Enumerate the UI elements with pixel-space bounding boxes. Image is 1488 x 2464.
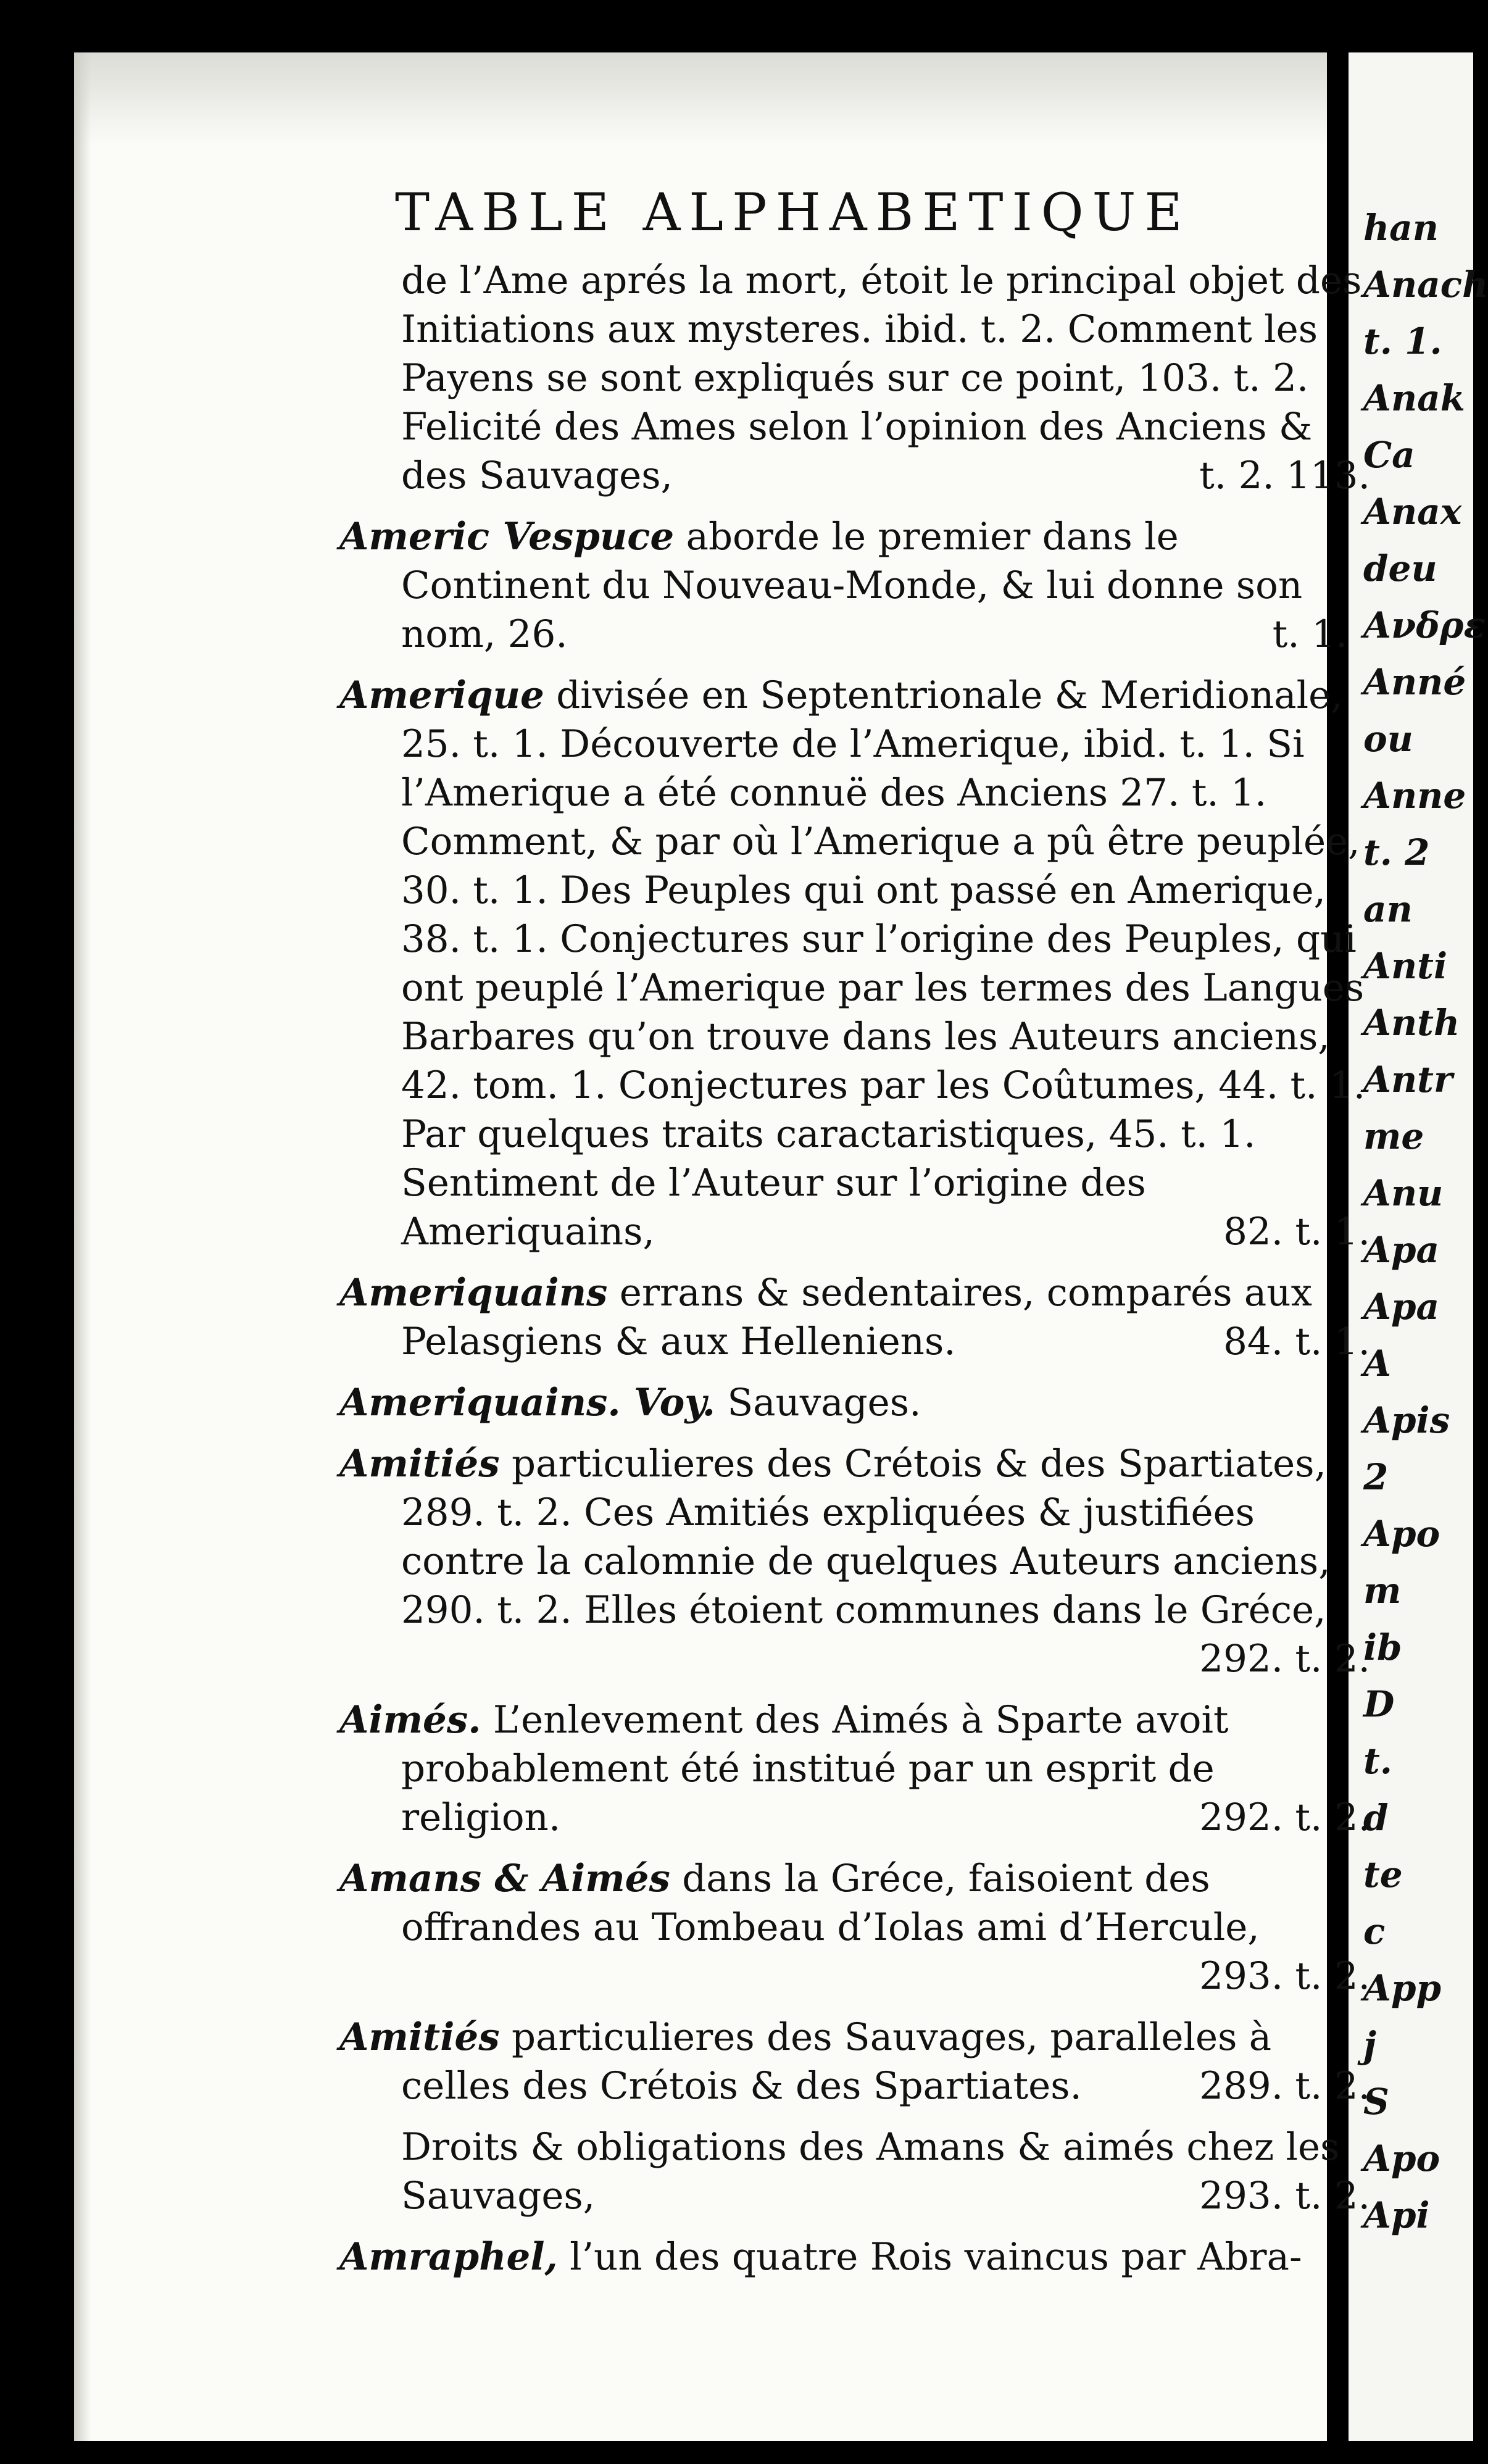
index-entry [339, 2123, 1370, 2220]
page-header: TABLE ALPHABETIQUE [395, 182, 1191, 243]
facing-page-text: t. 1. [1363, 320, 1442, 362]
facing-page-text: te [1363, 1854, 1403, 1896]
entry-term: Amerique [339, 673, 544, 717]
index-entry [339, 512, 1370, 659]
entry-reference: 289. t. 2. [1199, 2064, 1370, 2108]
facing-page-text: Ανδρε [1363, 604, 1486, 646]
index-entry [339, 2013, 1370, 2110]
index-entry [339, 1696, 1370, 1842]
facing-page-text: t. [1363, 1740, 1392, 1782]
facing-page-text: App [1363, 1967, 1442, 2009]
entry-term: Americ Vespuce [339, 515, 675, 559]
facing-page-text: Anax [1363, 491, 1462, 533]
entry-term: Ameriquains [339, 1271, 608, 1315]
facing-page-text: Ca [1363, 434, 1415, 476]
entry-reference: 293. t. 2. [1199, 2174, 1370, 2218]
index-entry [339, 1268, 1370, 1366]
entry-reference: 292. t. 2. [1199, 1796, 1370, 1839]
entry-text: aborde le premier dans le Continent du Nouveau-Monde, & lui donne son nom, 26. [401, 515, 1303, 656]
facing-page-text: Apis [1363, 1399, 1450, 1441]
facing-page-text: Anth [1363, 1002, 1460, 1044]
entry-reference: 84. t. 1. [1223, 1320, 1370, 1363]
entry-text: Droits & obligations des Amans & aimés chez les Sauvages, [401, 2125, 1340, 2218]
facing-page-text: S [1363, 2081, 1389, 2123]
facing-page-text: Anné [1363, 661, 1466, 703]
index-entry [339, 2233, 1370, 2281]
index-entry [339, 671, 1370, 1256]
entry-text: de l’Ame aprés la mort, étoit le principal objet des Initiations aux mysteres. ibid. t. 2. Comment les Payens se sont expliqués sur ce point, 103. t. 2. Felicité des Ames selon l’opinion des Anciens & des Sauvages, [401, 259, 1362, 497]
index-entry [339, 256, 1370, 500]
book-page [74, 52, 1370, 2441]
facing-page-text: Anach [1363, 264, 1488, 306]
entry-text: dans la Gréce, faisoient des offrandes au Tombeau d’Iolas ami d’Hercule, [401, 1857, 1260, 1949]
facing-page-text: Api [1363, 2194, 1430, 2236]
entry-reference: 292. t. 2. [1199, 1637, 1370, 1681]
facing-page-text: Apa [1363, 1229, 1440, 1271]
entry-reference: 82. t. 1. [1223, 1210, 1370, 1254]
facing-page-text: d [1363, 1797, 1389, 1839]
entry-text: particulieres des Sauvages, paralleles à celles des Crétois & des Spartiates. [401, 2015, 1272, 2108]
facing-page-text: Anti [1363, 945, 1447, 987]
entry-text: divisée en Septentrionale & Meridionale, 25. t. 1. Découverte de l’Amerique, ibid. t. 1. Si l’Amerique a été connuë des Anciens 27. t. 1. Comment, & par où l’Amerique a pû être peuplée, 30. t. 1. Des Peuples qui ont passé en Amerique, 38. t. 1. Conjectures sur l’origine des Peuples, qui ont peuplé l’Amerique par les termes des Langues Barbares qu’on trouve dans les Auteurs anciens, 42. tom. 1. Conjectures par les Coûtumes, 44. t. 1. Par quelques traits caractaristiques, 45. t. 1. Sentiment de l’Auteur sur l’origine des Ameriquains, [401, 673, 1366, 1254]
facing-page-text: c [1363, 1910, 1386, 1952]
facing-page-text: D [1363, 1683, 1395, 1725]
entry-term: Amraphel, [339, 2235, 558, 2279]
entry-term: Aimés. [339, 1698, 481, 1742]
entry-reference: t. 2. 113. [1199, 454, 1370, 497]
facing-page-text: 2 [1363, 1456, 1389, 1498]
entry-text: Sauvages. [715, 1381, 921, 1425]
facing-page-text: han [1363, 207, 1439, 249]
index-entry [339, 1854, 1370, 2000]
facing-page-text: Anne [1363, 775, 1466, 817]
facing-page-text: ib [1363, 1626, 1402, 1668]
facing-page-text: me [1363, 1115, 1424, 1157]
entry-text: L’enlevement des Aimés à Sparte avoit probablement été institué par un esprit de religion. [401, 1698, 1229, 1839]
entry-term: Amitiés [339, 1442, 500, 1486]
index-entry [339, 1439, 1370, 1683]
facing-page-text: Apo [1363, 1513, 1440, 1555]
facing-page-text: deu [1363, 547, 1437, 589]
facing-page-text: Antr [1363, 1059, 1453, 1101]
entry-reference: 293. t. 2. [1199, 1954, 1370, 1998]
entry-term: Ameriquains. Voy. [339, 1381, 715, 1425]
entry-text: errans & sedentaires, comparés aux Pelasgiens & aux Helleniens. [401, 1271, 1312, 1363]
facing-page-text: an [1363, 888, 1413, 930]
facing-page-text: Apa [1363, 1286, 1440, 1328]
facing-page-text: m [1363, 1570, 1402, 1612]
facing-page-text: t. 2 [1363, 831, 1430, 873]
facing-page-text: A [1363, 1342, 1392, 1384]
entry-reference: t. 1. [1272, 612, 1348, 656]
entry-text: particulieres des Crétois & des Spartiates, 289. t. 2. Ces Amitiés expliquées & justifiées contre la calomnie de quelques Auteurs anciens, 290. t. 2. Elles étoient communes dans le Gréce, [401, 1442, 1331, 1632]
entry-text: l’un des quatre Rois vaincus par Abra- [557, 2235, 1302, 2279]
index-entries [339, 256, 1370, 2294]
facing-page-text: Apo [1363, 2137, 1440, 2179]
entry-term: Amans & Aimés [339, 1857, 670, 1900]
facing-page-text: Anak [1363, 377, 1465, 419]
index-entry [339, 1378, 1370, 1427]
facing-page-text: ou [1363, 718, 1413, 760]
facing-page-text: j [1363, 2024, 1376, 2066]
entry-term: Amitiés [339, 2015, 500, 2059]
facing-page-text: Anu [1363, 1172, 1444, 1214]
